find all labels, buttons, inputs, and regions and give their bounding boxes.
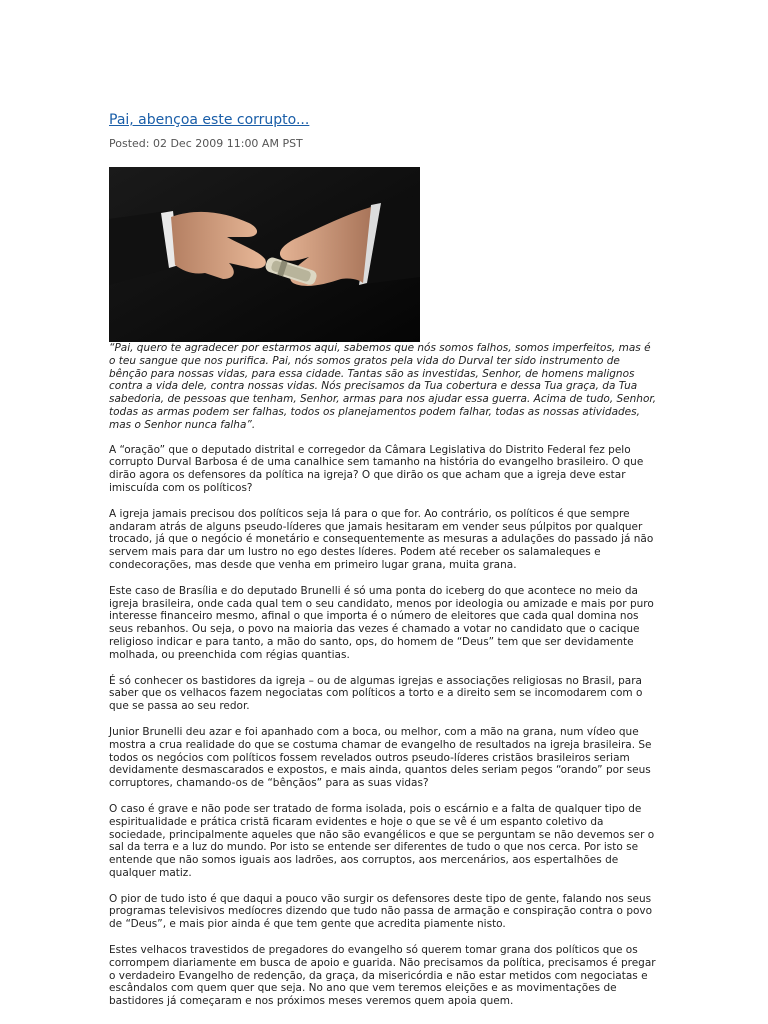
- prayer-quote: “Pai, quero te agradecer por estarmos aqui, sabemos que nós somos falhos, somos imperfeitos, mas é o teu sangue que nos purifica. Pai, nós somos gratos pela vida do Durval ter sido instrumento de bênção para nossas vidas, para essa cidade. Tantas são as investidas, Senhor, de homens malignos contra a vida dele, contra nossas vidas. Nós precisamos da Tua cobertura e dessa Tua graça, da Tua sabedoria, de pessoas que tenham, Senhor, armas para nos ajudar essa guerra. Acima de tudo, Senhor, todas as armas podem ser falhas, todos os planejamentos podem falhar, todas as nossas atividades, mas o Senhor nunca falha”.: [109, 342, 657, 431]
- handshake-money-photo: [109, 167, 420, 342]
- article-paragraph: O caso é grave e não pode ser tratado de forma isolada, pois o escárnio e a falta de qualquer tipo de espiritualidade e prática cristã ficaram evidentes e hoje o que se vê é um espanto coletivo da sociedade, principalmente aqueles que não são evangélicos e que se perguntam se não devemos ser o sal da terra e a luz do mundo. Por isto se entende ser diferentes de tudo o que nos cerca. Por isto se entende que não somos iguais aos ladrões, aos corruptos, aos mercenários, aos espertalhões de qualquer matiz.: [109, 802, 655, 879]
- article-body: [109, 342, 659, 1021]
- article-paragraph: É só conhecer os bastidores da igreja – ou de algumas igrejas e associações religiosas no Brasil, para saber que os velhacos fazem negociatas com políticos a torto e a direito sem se incomodarem com o que se passa ao seu redor.: [109, 674, 643, 713]
- article-paragraph: O pior de tudo isto é que daqui a pouco vão surgir os defensores deste tipo de gente, falando nos seus programas televisivos medíocres dizendo que tudo não passa de armação e conspiração contra o povo de “Deus”, e mais pior ainda é que tem gente que acredita piamente nisto.: [109, 892, 653, 931]
- article-paragraph: Estes velhacos travestidos de pregadores do evangelho só querem tomar grana dos políticos que os corrompem diariamente em busca de apoio e guarida. Não precisamos da política, precisamos é pregar o verdadeiro Evangelho de redenção, da graça, da misericórdia e não estar metidos com negociatas e escândalos com quem quer que seja. No ano que vem teremos eleições e as movimentações de bastidores já começaram e nos próximos meses veremos quem apoia quem.: [109, 944, 656, 1008]
- article-paragraph: A “oração” que o deputado distrital e corregedor da Câmara Legislativa do Distrito Federal fez pelo corrupto Durval Barbosa é de uma canalhice sem tamanho na história do evangelho brasileiro. O que dirão agora os defensores da política na igreja? O que dirão os que acham que a igreja deve estar imiscuída com os políticos?: [109, 443, 644, 494]
- article-paragraph: A igreja jamais precisou dos políticos seja lá para o que for. Ao contrário, os políticos é que sempre andaram atrás de alguns pseudo-líderes que jamais hesitaram em vender seus púlpitos por qualquer trocado, já que o negócio é monetário e consequentemente as mesuras a adulações do passado já não servem mais para dar um lustro no ego destes líderes. Podem até receber os salamaleques e condecorações, mas desde que venha em primeiro lugar grana, muita grana.: [109, 507, 654, 571]
- article-paragraph: Junior Brunelli deu azar e foi apanhado com a boca, ou melhor, com a mão na grana, num vídeo que mostra a crua realidade do que se costuma chamar de evangelho de resultados na igreja brasileira. Se todos os negócios com políticos fossem revelados outros pseudo-líderes cristãos brasileiros seriam devidamente desmascarados e expostos, e mais ainda, quantos deles seriam pegos “orando” por seus corruptores, chamando-os de “bênçãos” para as suas vidas?: [109, 725, 652, 790]
- post-title-link[interactable]: Pai, abençoa este corrupto...: [109, 112, 310, 128]
- handshake-illustration: [109, 167, 420, 342]
- article-paragraph: Este caso de Brasília e do deputado Brunelli é só uma ponta do iceberg do que acontece no meio da igreja brasileira, onde cada qual tem o seu candidato, menos por ideologia ou amizade e mais por puro interesse financeiro mesmo, afinal o que importa é o número de eleitores que cada qual domina nos seus rebanhos. Ou seja, o povo na maioria das vezes é chamado a votar no candidato que o cacique religioso indicar e para tanto, a mão do santo, ops, do homem de “Deus” tem que ser devidamente molhada, ou preenchida com régias quantias.: [109, 584, 654, 661]
- post-date: Posted: 02 Dec 2009 11:00 AM PST: [109, 137, 303, 150]
